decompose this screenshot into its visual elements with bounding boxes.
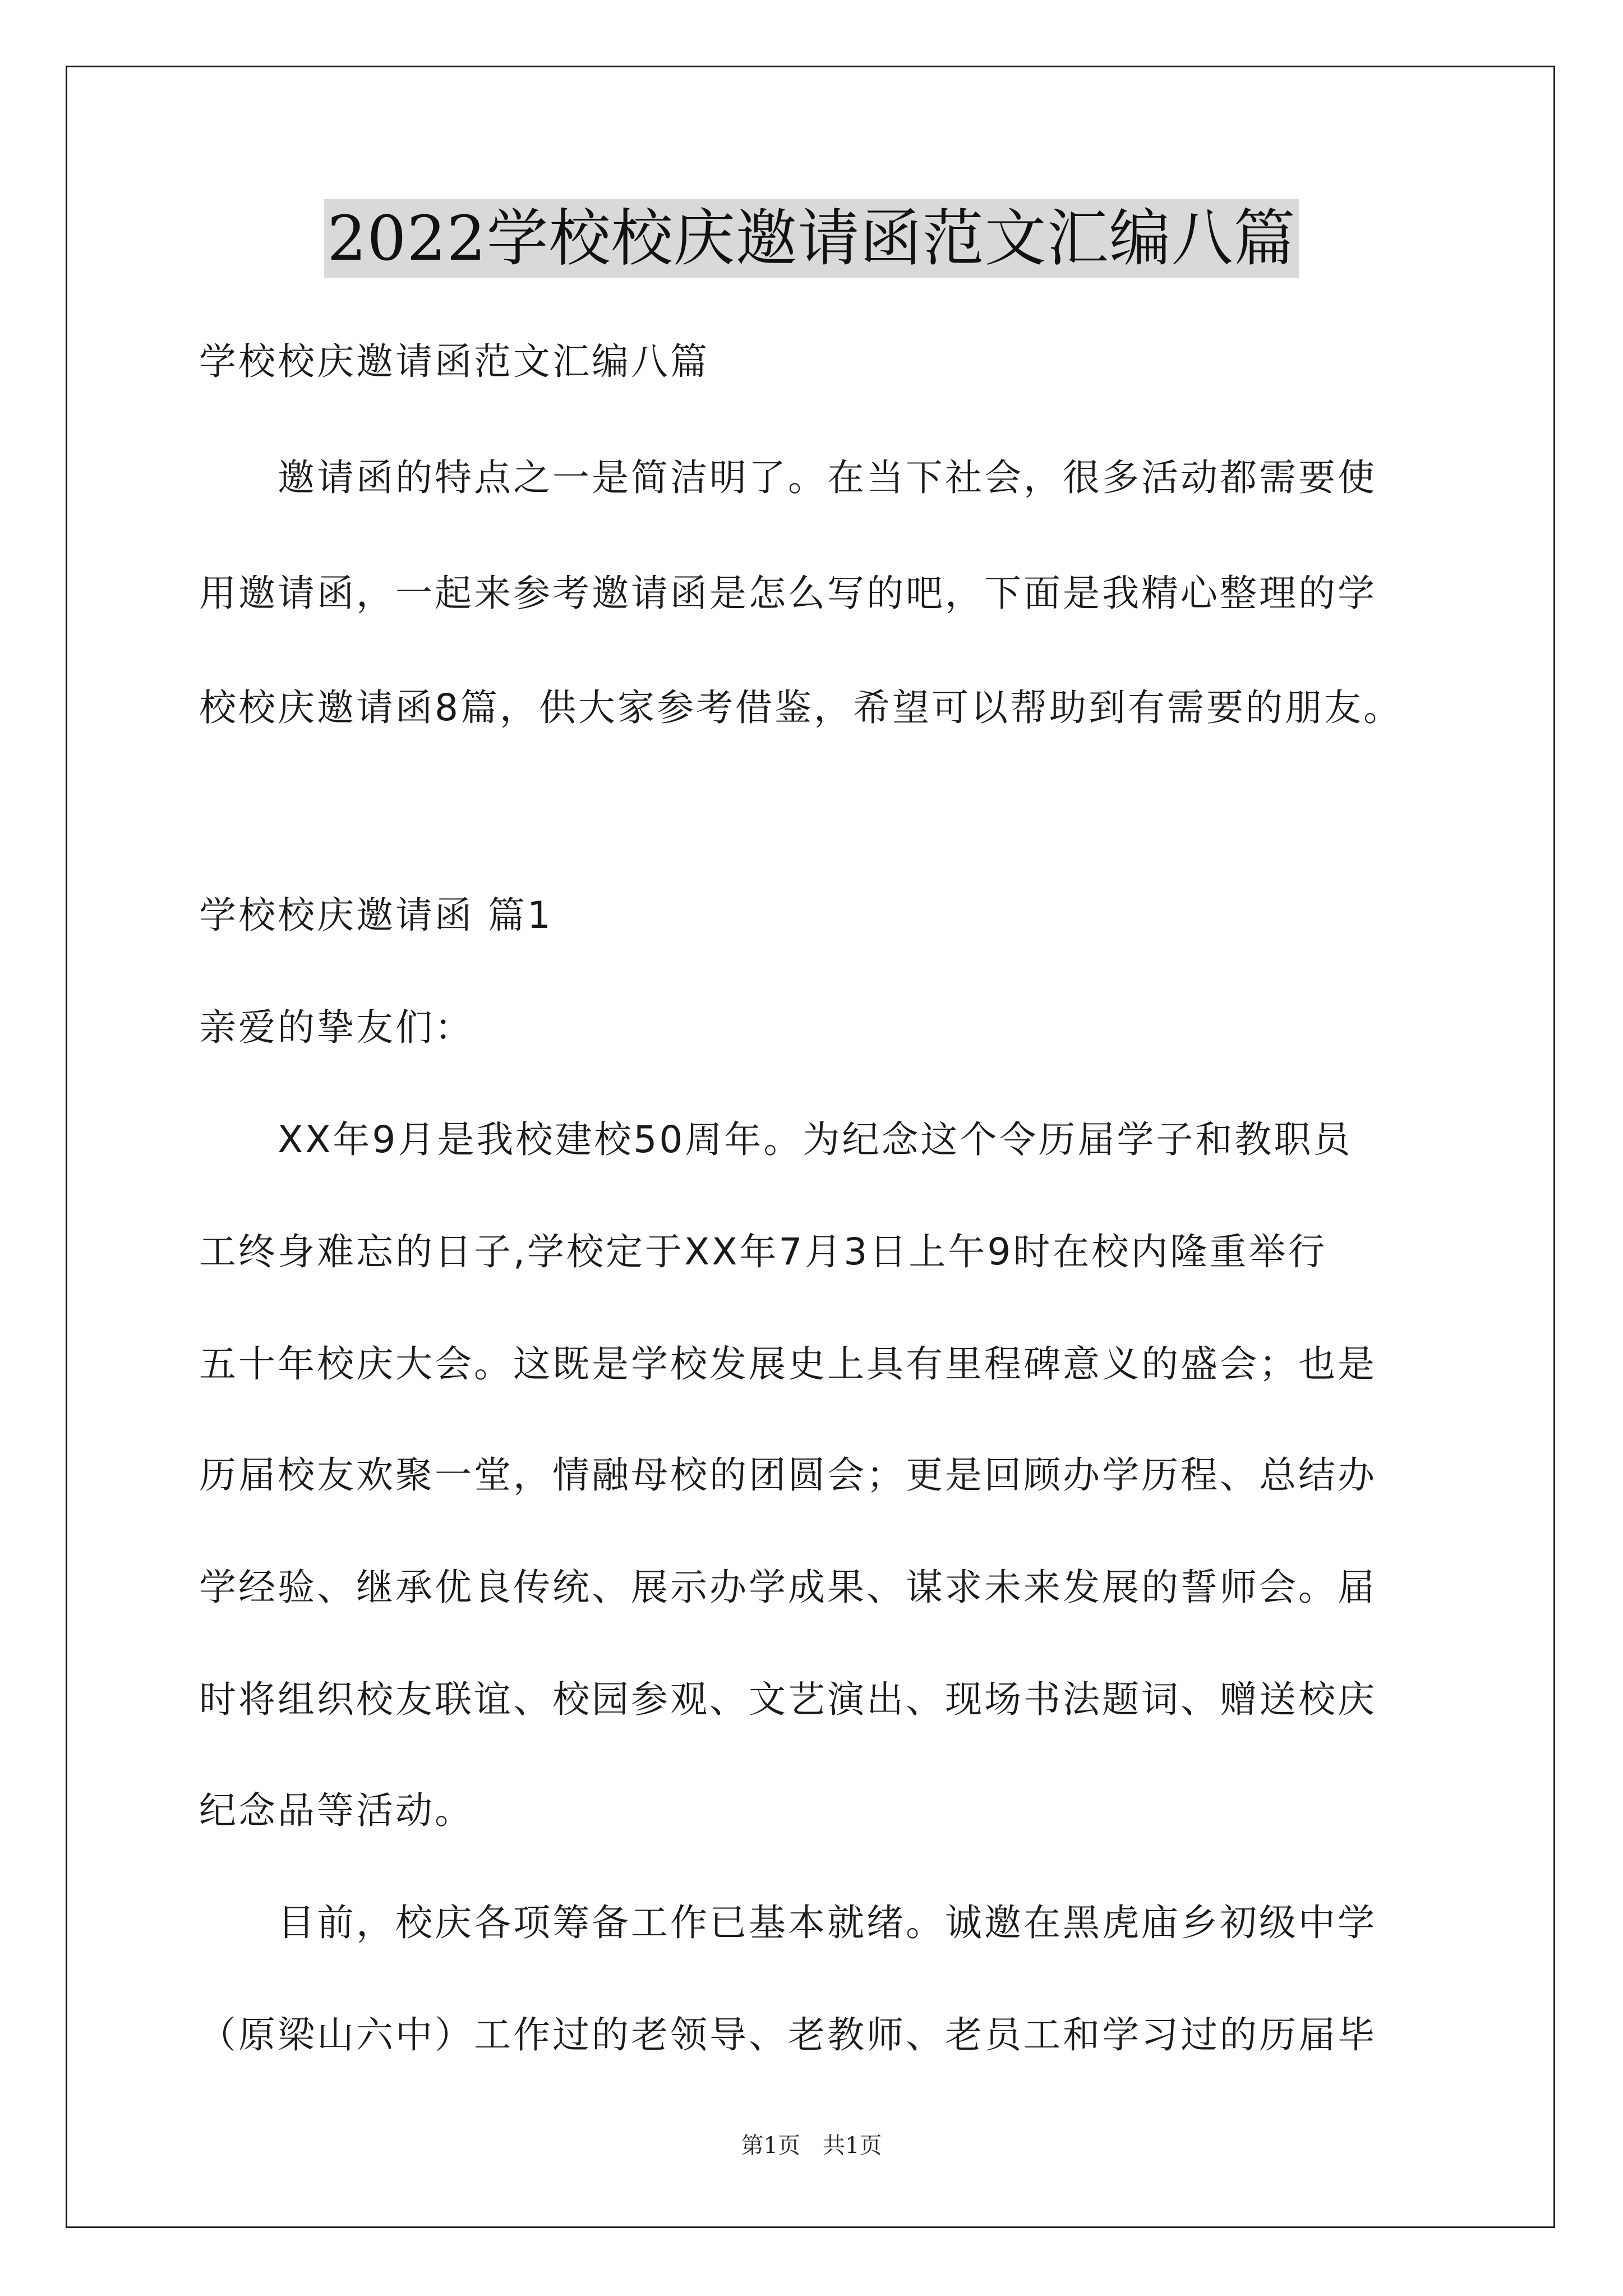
page-footer: 第1页 共1页 bbox=[741, 2133, 882, 2159]
document-title: 2022学校校庆邀请函范文汇编八篇 bbox=[324, 199, 1299, 278]
para2-line-2: （原梁山六中）工作过的老领导、老教师、老员工和学习过的历届毕 bbox=[199, 2013, 1377, 2056]
intro-line-1: 邀请函的特点之一是简洁明了。在当下社会，很多活动都需要使 bbox=[278, 456, 1377, 499]
subtitle: 学校校庆邀请函范文汇编八篇 bbox=[199, 340, 709, 383]
para1-line-7: 纪念品等活动。 bbox=[199, 1789, 474, 1832]
para1-line-3: 五十年校庆大会。这既是学校发展史上具有里程碑意义的盛会；也是 bbox=[199, 1342, 1377, 1386]
para1-line-4: 历届校友欢聚一堂，情融母校的团圆会；更是回顾办学历程、总结办 bbox=[199, 1453, 1377, 1497]
intro-line-2: 用邀请函，一起来参考邀请函是怎么写的吧，下面是我精心整理的学 bbox=[199, 572, 1377, 615]
para1-line-1: XX年9月是我校建校50周年。为纪念这个令历届学子和教职员 bbox=[278, 1118, 1353, 1161]
title-container bbox=[0, 199, 1623, 278]
salutation: 亲爱的挚友们： bbox=[199, 1006, 474, 1049]
para1-line-6: 时将组织校友联谊、校园参观、文艺演出、现场书法题词、赠送校庆 bbox=[199, 1678, 1377, 1721]
para1-line-5: 学经验、继承优良传统、展示办学成果、谋求未来发展的誓师会。届 bbox=[199, 1566, 1377, 1609]
para1-line-2: 工终身难忘的日子,学校定于XX年7月3日上午9时在校内隆重举行 bbox=[199, 1230, 1327, 1273]
section-heading: 学校校庆邀请函 篇1 bbox=[199, 894, 553, 937]
para2-line-1: 目前，校庆各项筹备工作已基本就绪。诚邀在黑虎庙乡初级中学 bbox=[278, 1901, 1377, 1944]
intro-line-3: 校校庆邀请函8篇，供大家参考借鉴，希望可以帮助到有需要的朋友。 bbox=[199, 686, 1403, 729]
